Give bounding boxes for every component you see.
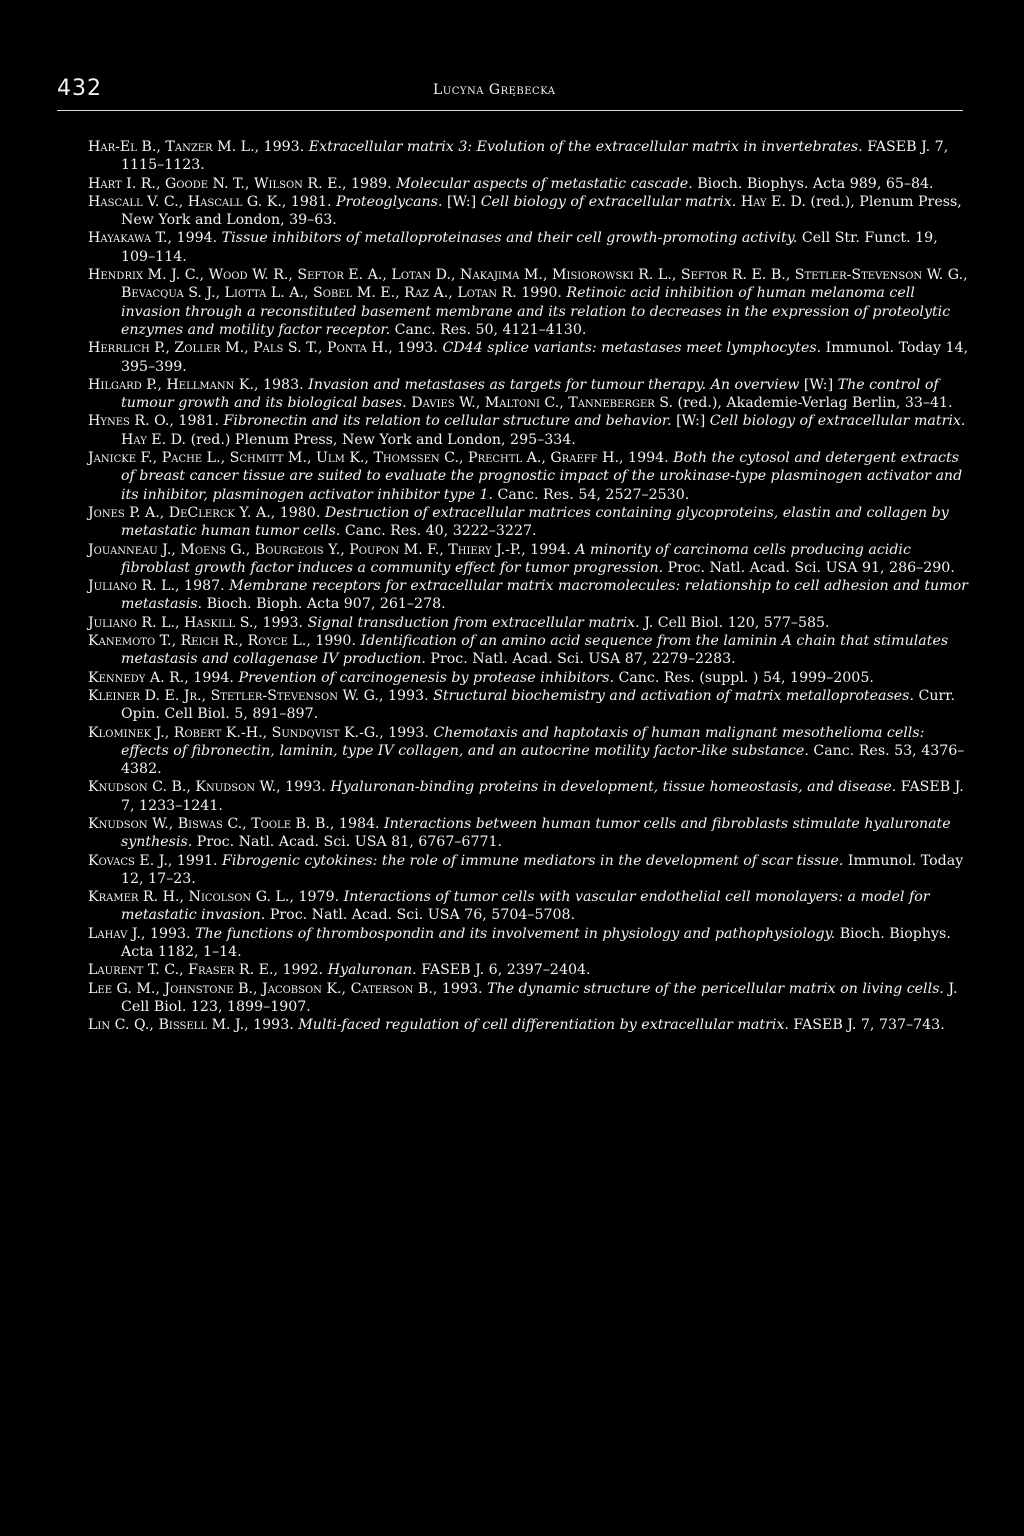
reference-authors: Lin C. Q., Bissell M. J.,: [88, 1017, 249, 1034]
reference-year: 1990.: [516, 285, 567, 302]
reference-source: Immunol. Today 14, 395–399.: [121, 340, 969, 375]
reference-publisher: (red.), Plenum Press, New York and London, 39–63.: [121, 193, 962, 229]
reference-authors: Klominek J., Robert K.-H., Sundqvist K.-G.,: [88, 724, 384, 741]
reference-title: Destruction of extracellular matrices containing glycoproteins, elastin and collagen by metastatic human tumor cells.: [121, 504, 949, 540]
reference-entry: [88, 577, 970, 614]
reference-title: A minority of carcinoma cells producing acidic fibroblast growth factor induces a community effect for tumor progression.: [121, 541, 911, 576]
reference-year: 1994.: [623, 450, 674, 467]
reference-title: Retinoic acid inhibition of human melanoma cell invasion through a reconstituted basement membrane and its relation to decreases in the expression of proteolytic enzymes and motility factor receptor.: [121, 285, 951, 338]
reference-source: Canc. Res. 50, 4121–4130.: [390, 321, 587, 338]
reference-authors: Hayakawa T.,: [88, 230, 173, 247]
reference-year: 1993.: [280, 779, 331, 796]
reference-book-title: The control of tumour growth and its biological bases.: [121, 376, 939, 412]
reference-year: 1993.: [383, 724, 434, 741]
reference-source: Bioch. Bioph. Acta 907, 261–278.: [202, 596, 446, 613]
reference-title: Hyaluronan-binding proteins in development, tissue homeostasis, and disease.: [330, 779, 897, 796]
reference-source: J. Cell Biol. 123, 1899–1907.: [121, 980, 958, 1015]
reference-entry: [88, 138, 970, 175]
reference-source: Proc. Natl. Acad. Sci. USA 81, 6767–6771.: [192, 834, 503, 851]
reference-title: Invasion and metastases as targets for tumour therapy. An overview: [308, 376, 800, 393]
reference-entry: [88, 541, 970, 578]
reference-entry: [88, 266, 970, 339]
reference-authors: Hart I. R., Goode N. T., Wilson R. E.,: [88, 175, 347, 192]
reference-authors: Knudson C. B., Knudson W.,: [88, 779, 281, 796]
reference-publisher: (red.) Plenum Press, New York and London, 295–334.: [186, 431, 576, 448]
reference-title: Interactions between human tumor cells and fibroblasts stimulate hyaluronate synthesis.: [121, 815, 951, 851]
page-number: 432: [57, 76, 102, 101]
reference-entry: [88, 980, 970, 1017]
reference-entry: [88, 614, 970, 632]
reference-entry: [88, 229, 970, 266]
reference-year: 1993.: [437, 980, 487, 997]
reference-list: [88, 138, 970, 1035]
reference-source: Proc. Natl. Acad. Sci. USA 76, 5704–5708.: [265, 907, 576, 924]
reference-book-title: Cell biology of extracellular matrix.: [709, 413, 966, 430]
reference-title: The functions of thrombospondin and its involvement in physiology and pathophysiology.: [195, 925, 836, 942]
reference-title: Membrane receptors for extracellular matrix macromolecules: relationship to cell adhesion and tumor metastasis.: [121, 578, 968, 613]
reference-entry: [88, 175, 970, 193]
running-head: Lucyna Grębecka: [433, 82, 556, 98]
reference-title: Chemotaxis and haptotaxis of human malignant mesothelioma cells: effects of fibronectin, laminin, type IV collagen, and an autocrine motility factor-like substance.: [121, 724, 925, 759]
reference-authors: Lahav J.,: [88, 925, 146, 942]
reference-source: Canc. Res. 40, 3222–3227.: [340, 523, 537, 540]
reference-authors: Har-El B., Tanzer M. L.,: [88, 139, 260, 155]
reference-authors: Janicke F., Pache L., Schmitt M., Ulm K., Thomssen C., Prechtl A., Graeff H.,: [88, 450, 624, 467]
reference-year: 1993.: [259, 139, 309, 155]
reference-entry: [88, 339, 970, 376]
reference-editors: Hay E. D.: [736, 193, 806, 210]
reference-source: Proc. Natl. Acad. Sci. USA 91, 286–290.: [663, 559, 955, 576]
reference-title: Molecular aspects of metastatic cascade.: [396, 175, 693, 192]
reference-entry: [88, 961, 970, 979]
reference-year: 1993.: [145, 925, 196, 942]
reference-entry: [88, 504, 970, 541]
reference-title: CD44 splice variants: metastases meet lymphocytes.: [442, 340, 822, 357]
reference-authors: Hynes R. O.,: [88, 413, 174, 430]
reference-title: The dynamic structure of the pericellular matrix on living cells.: [487, 980, 944, 997]
reference-authors: Laurent T. C., Fraser R. E.,: [88, 962, 278, 979]
reference-source: [W:]: [799, 376, 838, 393]
reference-authors: Lee G. M., Johnstone B., Jacobson K., Caterson B.,: [88, 980, 438, 997]
reference-title: Multi-faced regulation of cell differentiation by extracellular matrix.: [298, 1017, 789, 1034]
reference-authors: Knudson W., Biswas C., Toole B. B.,: [88, 815, 335, 832]
reference-entry: [88, 193, 970, 230]
reference-year: 1981.: [173, 413, 224, 430]
reference-authors: Kanemoto T., Reich R., Royce L.,: [88, 633, 311, 650]
reference-authors: Kleiner D. E. Jr., Stetler-Stevenson W. G.,: [88, 687, 384, 704]
reference-year: 1994.: [172, 230, 222, 247]
reference-authors: Herrlich P., Zoller M., Pals S. T., Ponta H.,: [88, 340, 393, 357]
reference-source: Canc. Res. 54, 2527–2530.: [493, 486, 690, 503]
reference-year: 1987.: [179, 578, 230, 595]
reference-source: Bioch. Biophys. Acta 989, 65–84.: [692, 175, 934, 192]
reference-entry: [88, 724, 970, 779]
reference-title: Extracellular matrix 3: Evolution of the extracellular matrix in invertebrates.: [308, 139, 863, 155]
reference-entry: [88, 687, 970, 724]
reference-year: 1979.: [293, 889, 344, 906]
reference-authors: Hascall V. C., Hascall G. K.,: [88, 193, 287, 210]
reference-entry: [88, 632, 970, 669]
reference-authors: Juliano R. L., Haskill S.,: [88, 614, 258, 631]
reference-source: Cell Str. Funct. 19, 109–114.: [121, 230, 938, 265]
reference-authors: Kennedy A. R.,: [88, 669, 189, 686]
reference-entry: [88, 412, 970, 449]
reference-source: Canc. Res. 53, 4376–4382.: [121, 742, 965, 778]
reference-source: FASEB J. 6, 2397–2404.: [416, 962, 591, 979]
reference-authors: Jouanneau J., Moens G., Bourgeois Y., Poupon M. F., Thiery J.-P.,: [88, 541, 526, 558]
reference-title: Structural biochemistry and activation of matrix metalloproteases.: [433, 687, 914, 704]
reference-title: Tissue inhibitors of metalloproteinases and their cell growth-promoting activity.: [221, 230, 798, 247]
reference-entry: [88, 449, 970, 504]
reference-source: Canc. Res. (suppl. ) 54, 1999–2005.: [613, 669, 874, 686]
reference-authors: Jones P. A., DeClerck Y. A.,: [88, 504, 276, 521]
reference-year: 1994.: [188, 669, 239, 686]
reference-entry: [88, 888, 970, 925]
reference-entry: [88, 669, 970, 687]
reference-book-title: Cell biology of extracellular matrix.: [480, 193, 737, 210]
reference-title: Hyaluronan.: [327, 962, 417, 979]
reference-title: Proteoglycans.: [336, 193, 443, 210]
reference-year: 1993.: [392, 340, 443, 357]
reference-year: 1993.: [383, 687, 434, 704]
reference-year: 1983.: [258, 376, 309, 393]
reference-entry: [88, 815, 970, 852]
reference-editors: Hay E. D.: [121, 431, 187, 448]
reference-title: Identification of an amino acid sequence from the laminin A chain that stimulates metastasis and collagenase IV production.: [121, 633, 949, 668]
reference-year: 1980.: [275, 504, 325, 521]
reference-year: 1991.: [172, 852, 223, 869]
reference-authors: Hendrix M. J. C., Wood W. R., Seftor E. A., Lotan D., Nakajima M., Misiorowski R. L., Seftor R. E. B., Stetler-Stevenson W. G., Bevacqua S. J., Liotta L. A., Sobel M. E., Raz A., Lotan R.: [88, 267, 968, 302]
reference-year: 1981.: [286, 193, 336, 210]
reference-title: Interactions of tumor cells with vascular endothelial cell monolayers: a model for metastatic invasion.: [121, 889, 930, 924]
reference-year: 1993.: [257, 614, 308, 631]
reference-source: Curr. Opin. Cell Biol. 5, 891–897.: [121, 687, 955, 723]
reference-source: FASEB J. 7, 1115–1123.: [121, 139, 949, 174]
reference-publisher: (red.), Akademie-Verlag Berlin, 33–41.: [673, 395, 953, 412]
reference-source: [W:]: [442, 193, 481, 210]
reference-entry: [88, 925, 970, 962]
reference-source: [W:]: [671, 413, 710, 430]
reference-source: Proc. Natl. Acad. Sci. USA 87, 2279–2283.: [425, 651, 736, 668]
reference-source: J. Cell Biol. 120, 577–585.: [639, 614, 830, 631]
reference-title: Signal transduction from extracellular matrix.: [307, 614, 640, 631]
reference-title: Both the cytosol and detergent extracts of breast cancer tissue are suited to evaluate the prognostic impact of the urokinase-type plasminogen activator and its inhibitor, plasminogen activator inhibitor type 1.: [121, 450, 963, 503]
reference-year: 1994.: [525, 541, 576, 558]
reference-year: 1992.: [277, 962, 328, 979]
reference-source: Immunol. Today 12, 17–23.: [121, 852, 964, 887]
reference-year: 1990.: [310, 633, 361, 650]
reference-authors: Kovacs E. J.,: [88, 852, 173, 869]
reference-title: Fibronectin and its relation to cellular structure and behavior.: [223, 413, 672, 430]
reference-authors: Juliano R. L.,: [88, 578, 180, 595]
reference-entry: [88, 778, 970, 815]
reference-editors: Davies W., Maltoni C., Tanneberger S.: [406, 395, 674, 412]
reference-authors: Hilgard P., Hellmann K.,: [88, 376, 259, 393]
reference-title: Fibrogenic cytokines: the role of immune mediators in the development of scar tissue.: [222, 852, 844, 869]
reference-source: Bioch. Biophys. Acta 1182, 1–14.: [121, 925, 951, 961]
reference-source: FASEB J. 7, 1233–1241.: [121, 779, 964, 814]
reference-source: FASEB J. 7, 737–743.: [788, 1017, 945, 1034]
reference-year: 1993.: [248, 1017, 299, 1034]
reference-year: 1984.: [334, 815, 385, 832]
reference-title: Prevention of carcinogenesis by protease inhibitors.: [238, 669, 614, 686]
reference-entry: [88, 1016, 970, 1034]
reference-year: 1989.: [346, 175, 397, 192]
reference-entry: [88, 852, 970, 889]
reference-authors: Kramer R. H., Nicolson G. L.,: [88, 889, 294, 906]
reference-entry: [88, 376, 970, 413]
page-header: [57, 76, 963, 111]
